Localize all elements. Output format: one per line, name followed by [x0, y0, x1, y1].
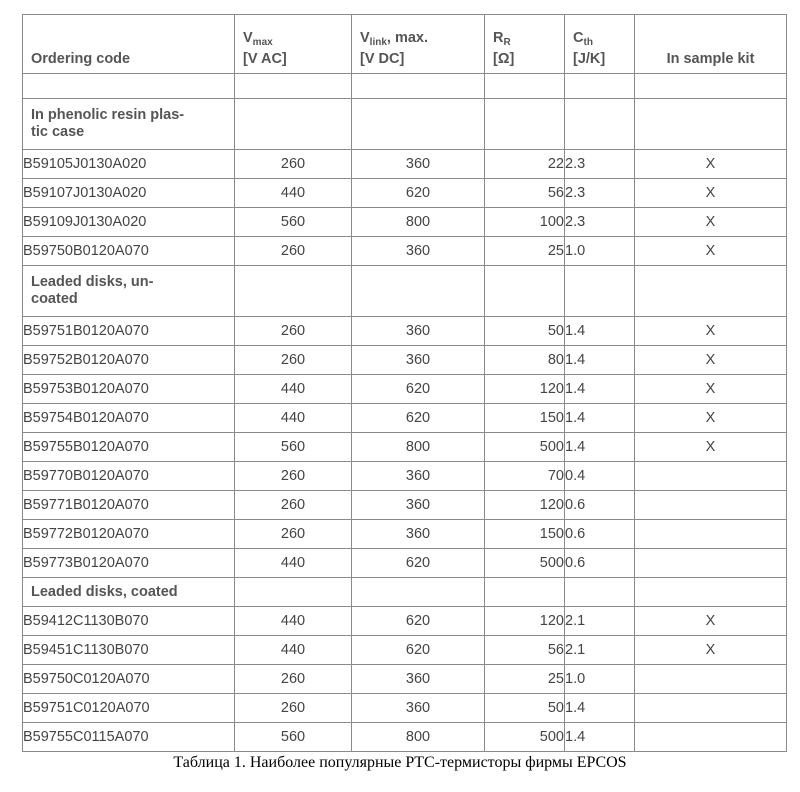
sample-kit-cell: X — [635, 317, 787, 346]
blank-cell — [485, 74, 565, 99]
table-row — [23, 317, 787, 346]
vmax-cell: 260 — [235, 694, 352, 723]
ordering-code-cell: B59773B0120A070 — [23, 549, 235, 578]
vmax-cell: 260 — [235, 491, 352, 520]
sample-kit-cell: X — [635, 607, 787, 636]
section-empty-cell — [485, 99, 565, 150]
sample-kit-cell: X — [635, 433, 787, 462]
sample-kit-cell: X — [635, 375, 787, 404]
vmax-cell: 440 — [235, 549, 352, 578]
rr-cell: 56 — [485, 179, 565, 208]
section-empty-cell — [565, 578, 635, 607]
section-header-row — [23, 99, 787, 150]
table-caption: Таблица 1. Наиболее популярные PTC-термисторы фирмы EPCOS — [173, 754, 627, 771]
rr-cell: 50 — [485, 694, 565, 723]
header-ordering-code: Ordering code — [23, 15, 235, 74]
cth-cell: 0.6 — [565, 520, 635, 549]
vlink-cell: 800 — [352, 208, 485, 237]
vmax-cell: 260 — [235, 346, 352, 375]
sample-kit-cell: X — [635, 346, 787, 375]
rr-cell: 70 — [485, 462, 565, 491]
vlink-cell: 360 — [352, 150, 485, 179]
section-empty-cell — [235, 99, 352, 150]
section-empty-cell — [635, 99, 787, 150]
ordering-code-cell: B59750B0120A070 — [23, 237, 235, 266]
cth-cell: 1.4 — [565, 404, 635, 433]
vlink-cell: 360 — [352, 694, 485, 723]
vlink-cell: 620 — [352, 607, 485, 636]
table-row — [23, 636, 787, 665]
vmax-cell: 560 — [235, 433, 352, 462]
sample-kit-cell — [635, 723, 787, 752]
vlink-cell: 360 — [352, 520, 485, 549]
sample-kit-cell — [635, 665, 787, 694]
section-label: Leaded disks, coated — [23, 578, 235, 607]
vlink-cell: 620 — [352, 404, 485, 433]
sample-kit-cell — [635, 520, 787, 549]
table-row — [23, 665, 787, 694]
rr-cell: 150 — [485, 520, 565, 549]
vlink-cell: 360 — [352, 462, 485, 491]
sample-kit-cell: X — [635, 150, 787, 179]
rr-cell: 500 — [485, 723, 565, 752]
vlink-cell: 360 — [352, 346, 485, 375]
cth-cell: 1.4 — [565, 317, 635, 346]
vmax-cell: 560 — [235, 208, 352, 237]
cth-cell: 1.4 — [565, 694, 635, 723]
vlink-cell: 620 — [352, 179, 485, 208]
blank-cell — [235, 74, 352, 99]
vlink-cell: 360 — [352, 491, 485, 520]
section-empty-cell — [485, 578, 565, 607]
table-row — [23, 549, 787, 578]
vmax-cell: 440 — [235, 179, 352, 208]
table-row — [23, 375, 787, 404]
rr-cell: 150 — [485, 404, 565, 433]
ordering-code-cell: B59755B0120A070 — [23, 433, 235, 462]
blank-row — [23, 74, 787, 99]
vmax-cell: 560 — [235, 723, 352, 752]
section-empty-cell — [635, 266, 787, 317]
ordering-code-cell: B59770B0120A070 — [23, 462, 235, 491]
sample-kit-cell: X — [635, 179, 787, 208]
sample-kit-cell: X — [635, 208, 787, 237]
table-header-row — [23, 15, 787, 74]
sample-kit-cell: X — [635, 636, 787, 665]
cth-cell: 0.4 — [565, 462, 635, 491]
ordering-code-cell: B59107J0130A020 — [23, 179, 235, 208]
ptc-thermistor-table — [22, 14, 787, 752]
sample-kit-cell — [635, 462, 787, 491]
blank-cell — [352, 74, 485, 99]
ordering-code-cell: B59750C0120A070 — [23, 665, 235, 694]
table-body — [23, 74, 787, 752]
cth-cell: 1.0 — [565, 665, 635, 694]
rr-cell: 56 — [485, 636, 565, 665]
table-row — [23, 520, 787, 549]
cth-cell: 0.6 — [565, 549, 635, 578]
cth-cell: 0.6 — [565, 491, 635, 520]
vmax-cell: 260 — [235, 150, 352, 179]
vmax-cell: 440 — [235, 636, 352, 665]
rr-cell: 80 — [485, 346, 565, 375]
section-empty-cell — [635, 578, 787, 607]
table-row — [23, 491, 787, 520]
section-empty-cell — [352, 99, 485, 150]
vlink-cell: 800 — [352, 433, 485, 462]
table-row — [23, 150, 787, 179]
vlink-cell: 800 — [352, 723, 485, 752]
ordering-code-cell: B59752B0120A070 — [23, 346, 235, 375]
vlink-cell: 360 — [352, 317, 485, 346]
cth-cell: 2.3 — [565, 208, 635, 237]
rr-cell: 500 — [485, 549, 565, 578]
cth-cell: 1.4 — [565, 375, 635, 404]
vlink-cell: 620 — [352, 375, 485, 404]
vlink-cell: 360 — [352, 237, 485, 266]
sample-kit-cell — [635, 694, 787, 723]
table-row — [23, 237, 787, 266]
cth-cell: 1.4 — [565, 433, 635, 462]
table-row — [23, 433, 787, 462]
table-row — [23, 462, 787, 491]
ordering-code-cell: B59451C1130B070 — [23, 636, 235, 665]
table-row — [23, 404, 787, 433]
section-empty-cell — [565, 266, 635, 317]
ordering-code-cell: B59753B0120A070 — [23, 375, 235, 404]
ordering-code-cell: B59751C0120A070 — [23, 694, 235, 723]
table-row — [23, 723, 787, 752]
rr-cell: 120 — [485, 491, 565, 520]
vmax-cell: 260 — [235, 237, 352, 266]
header-vlink: $V_{link}$, max. [V DC] — [352, 15, 485, 74]
section-empty-cell — [352, 578, 485, 607]
section-empty-cell — [565, 99, 635, 150]
ordering-code-cell: B59771B0120A070 — [23, 491, 235, 520]
ordering-code-cell: B59751B0120A070 — [23, 317, 235, 346]
vmax-cell: 260 — [235, 665, 352, 694]
sample-kit-cell — [635, 491, 787, 520]
sample-kit-cell: X — [635, 404, 787, 433]
section-header-row — [23, 578, 787, 607]
section-empty-cell — [235, 266, 352, 317]
header-vmax: $V_{max}$ [V AC] — [235, 15, 352, 74]
cth-cell: 1.0 — [565, 237, 635, 266]
vlink-cell: 620 — [352, 636, 485, 665]
rr-cell: 120 — [485, 607, 565, 636]
section-empty-cell — [352, 266, 485, 317]
header-sample-kit: In sample kit — [635, 15, 787, 74]
blank-cell — [23, 74, 235, 99]
table-row — [23, 694, 787, 723]
vlink-cell: 360 — [352, 665, 485, 694]
ordering-code-cell: B59754B0120A070 — [23, 404, 235, 433]
vmax-cell: 260 — [235, 317, 352, 346]
ordering-code-cell: B59109J0130A020 — [23, 208, 235, 237]
cth-cell: 2.1 — [565, 607, 635, 636]
vlink-cell: 620 — [352, 549, 485, 578]
ordering-code-cell: B59412C1130B070 — [23, 607, 235, 636]
section-empty-cell — [485, 266, 565, 317]
rr-cell: 25 — [485, 237, 565, 266]
vmax-cell: 260 — [235, 520, 352, 549]
vmax-cell: 440 — [235, 375, 352, 404]
cth-cell: 1.4 — [565, 723, 635, 752]
rr-cell: 100 — [485, 208, 565, 237]
vmax-cell: 260 — [235, 462, 352, 491]
blank-cell — [635, 74, 787, 99]
cth-cell: 2.3 — [565, 150, 635, 179]
vmax-cell: 440 — [235, 607, 352, 636]
section-label: Leaded disks, un- coated — [23, 266, 235, 317]
rr-cell: 500 — [485, 433, 565, 462]
rr-cell: 25 — [485, 665, 565, 694]
rr-cell: 50 — [485, 317, 565, 346]
table-row — [23, 208, 787, 237]
header-rr: $R_R$ [Ω] — [485, 15, 565, 74]
rr-cell: 120 — [485, 375, 565, 404]
ordering-code-cell: B59755C0115A070 — [23, 723, 235, 752]
vmax-cell: 440 — [235, 404, 352, 433]
cth-cell: 1.4 — [565, 346, 635, 375]
cth-cell: 2.1 — [565, 636, 635, 665]
ordering-code-cell: B59105J0130A020 — [23, 150, 235, 179]
sample-kit-cell: X — [635, 237, 787, 266]
ordering-code-cell: B59772B0120A070 — [23, 520, 235, 549]
blank-cell — [565, 74, 635, 99]
table-row — [23, 346, 787, 375]
section-header-row — [23, 266, 787, 317]
header-cth: $C_{th}$ [J/K] — [565, 15, 635, 74]
cth-cell: 2.3 — [565, 179, 635, 208]
section-empty-cell — [235, 578, 352, 607]
table-row — [23, 179, 787, 208]
section-label: In phenolic resin plas- tic case — [23, 99, 235, 150]
rr-cell: 22 — [485, 150, 565, 179]
table-row — [23, 607, 787, 636]
sample-kit-cell — [635, 549, 787, 578]
